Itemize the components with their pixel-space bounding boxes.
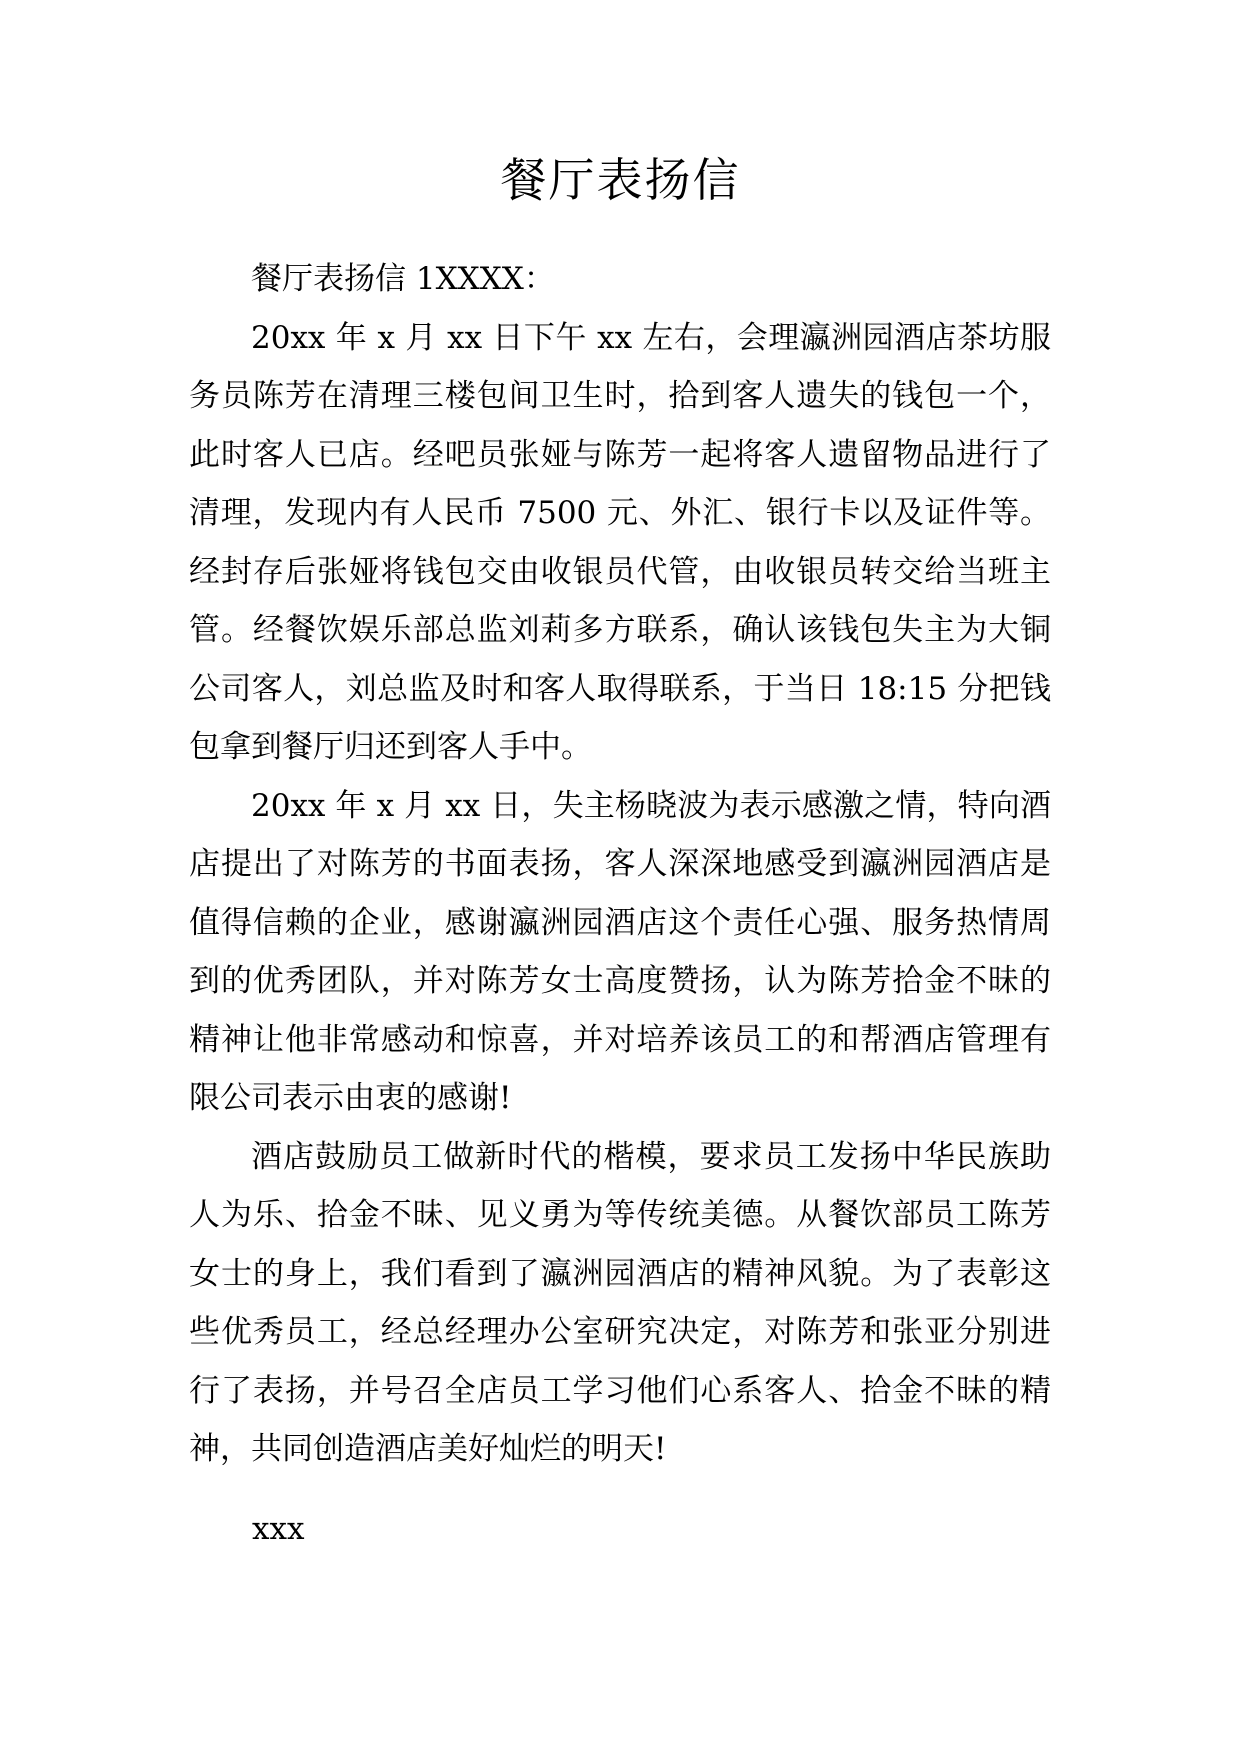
letter-body: [189, 250, 1051, 1479]
paragraph-1: 20xx 年 x 月 xx 日下午 xx 左右，会理瀛洲园酒店茶坊服务员陈芳在清理三楼包间卫生时，拾到客人遗失的钱包一个，此时客人已店。经吧员张娅与陈芳一起将客人遗留物品进行了清理，发现内有人民币 7500 元、外汇、银行卡以及证件等。经封存后张娅将钱包交由收银员代管，由收银员转交给当班主管。经餐饮娱乐部总监刘莉多方联系，确认该钱包失主为大铜公司客人，刘总监及时和客人取得联系，于当日 18:15 分把钱包拿到餐厅归还到客人手中。: [189, 319, 1051, 765]
signature: xxx: [252, 1511, 305, 1547]
paragraph-3: 酒店鼓励员工做新时代的楷模，要求员工发扬中华民族助人为乐、拾金不昧、见义勇为等传统美德。从餐饮部员工陈芳女士的身上，我们看到了瀛洲园酒店的精神风貌。为了表彰这些优秀员工，经总经理办公室研究决定，对陈芳和张亚分别进行了表扬，并号召全店员工学习他们心系客人、拾金不昧的精神，共同创造酒店美好灿烂的明天!: [189, 1138, 1051, 1467]
salutation: 餐厅表扬信 1XXXX：: [251, 261, 555, 297]
document-title: 餐厅表扬信: [500, 153, 741, 207]
paragraph-2: 20xx 年 x 月 xx 日，失主杨晓波为表示感激之情，特向酒店提出了对陈芳的书面表扬，客人深深地感受到瀛洲园酒店是值得信赖的企业，感谢瀛洲园酒店这个责任心强、服务热情周到的优秀团队，并对陈芳女士高度赞扬，认为陈芳拾金不昧的精神让他非常感动和惊喜，并对培养该员工的和帮酒店管理有限公司表示由衷的感谢!: [189, 787, 1051, 1116]
